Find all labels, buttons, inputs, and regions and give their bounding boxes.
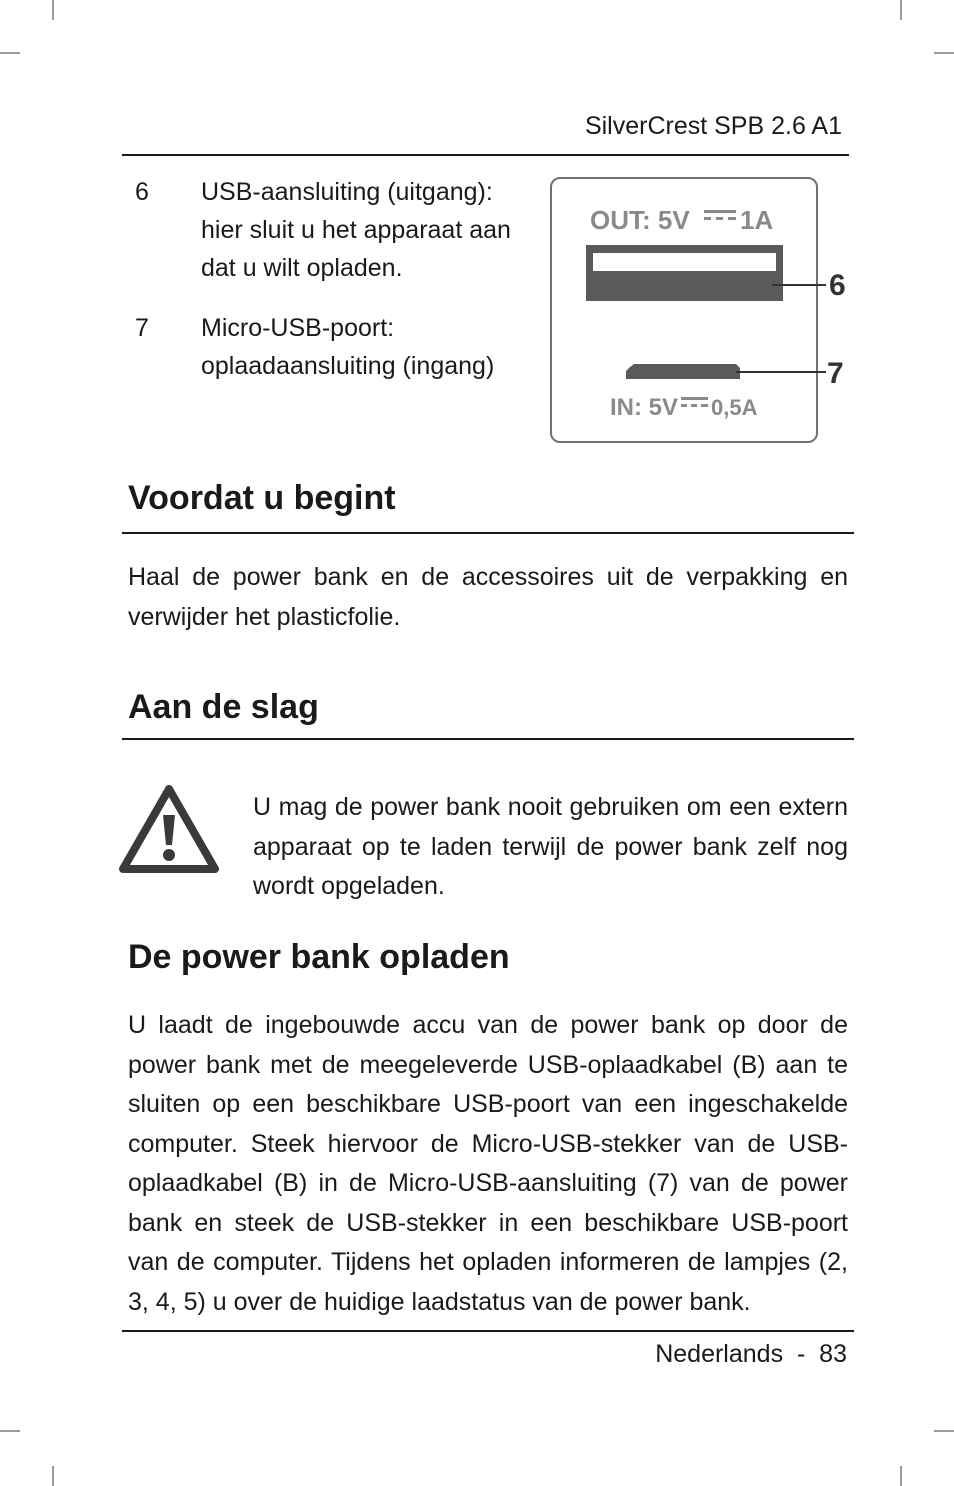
crop-mark	[900, 0, 902, 20]
out-label: OUT: 5V	[590, 205, 690, 235]
out-current: 1A	[740, 205, 774, 235]
page-footer: Nederlands - 83	[655, 1340, 847, 1368]
list-item-text: USB-aansluiting (uitgang): hier sluit u het apparaat aan dat u wilt opladen.	[201, 178, 511, 282]
section-rule	[122, 532, 854, 534]
list-item-text: Micro-USB-poort: oplaadaansluiting (ingang)	[201, 314, 495, 380]
crop-mark	[0, 52, 20, 54]
footer-rule	[122, 1330, 854, 1332]
section-heading-charging: De power bank opladen	[128, 938, 510, 976]
page-header-title: SilverCrest SPB 2.6 A1	[584, 112, 842, 140]
callout-6: 6	[829, 269, 846, 302]
crop-mark	[900, 1466, 902, 1486]
warning-triangle-icon	[119, 785, 219, 873]
charging-text: U laadt de ingebouwde accu van de power bank op door de power bank met de meegeleverde USB-oplaadkabel (B) aan te sluiten op een beschikbare USB-poort van een ingeschakelde computer. Steek hiervoor de Micro-USB-stekker van de USB-oplaadkabel (B) in de Micro-USB-aansluiting (7) van de power bank en steek de USB-stekker in een beschikbare USB-poort van de computer. Tijdens het opladen informeren de lampjes (2, 3, 4, 5) u over de huidige laadstatus van de power bank.	[128, 1011, 848, 1316]
crop-mark	[52, 0, 54, 20]
before-start-text: Haal de power bank en de accessoires uit de verpakking en verwijder het plasticfolie.	[128, 563, 848, 631]
crop-mark	[934, 1430, 954, 1432]
list-item-number: 7	[135, 314, 149, 342]
crop-mark	[934, 52, 954, 54]
list-item-number: 6	[135, 178, 149, 206]
micro-usb-port-graphic	[626, 364, 740, 379]
usb-port-slot	[593, 253, 776, 271]
list-item	[135, 173, 521, 287]
header-rule	[122, 154, 849, 156]
ports-figure	[550, 177, 846, 443]
section-rule	[122, 738, 854, 740]
list-item	[135, 309, 521, 385]
warning-text: U mag de power bank nooit gebruiken om een extern apparaat op te laden terwijl de power bank zelf nog wordt opgeladen.	[253, 793, 848, 900]
in-current: 0,5A	[711, 395, 758, 420]
parts-list	[135, 173, 521, 407]
in-label: IN: 5V	[610, 394, 679, 421]
crop-mark	[52, 1466, 54, 1486]
section-heading-before-start: Voordat u begint	[128, 479, 396, 517]
crop-mark	[0, 1430, 20, 1432]
section-heading-getting-started: Aan de slag	[128, 688, 319, 726]
callout-7: 7	[827, 357, 844, 390]
